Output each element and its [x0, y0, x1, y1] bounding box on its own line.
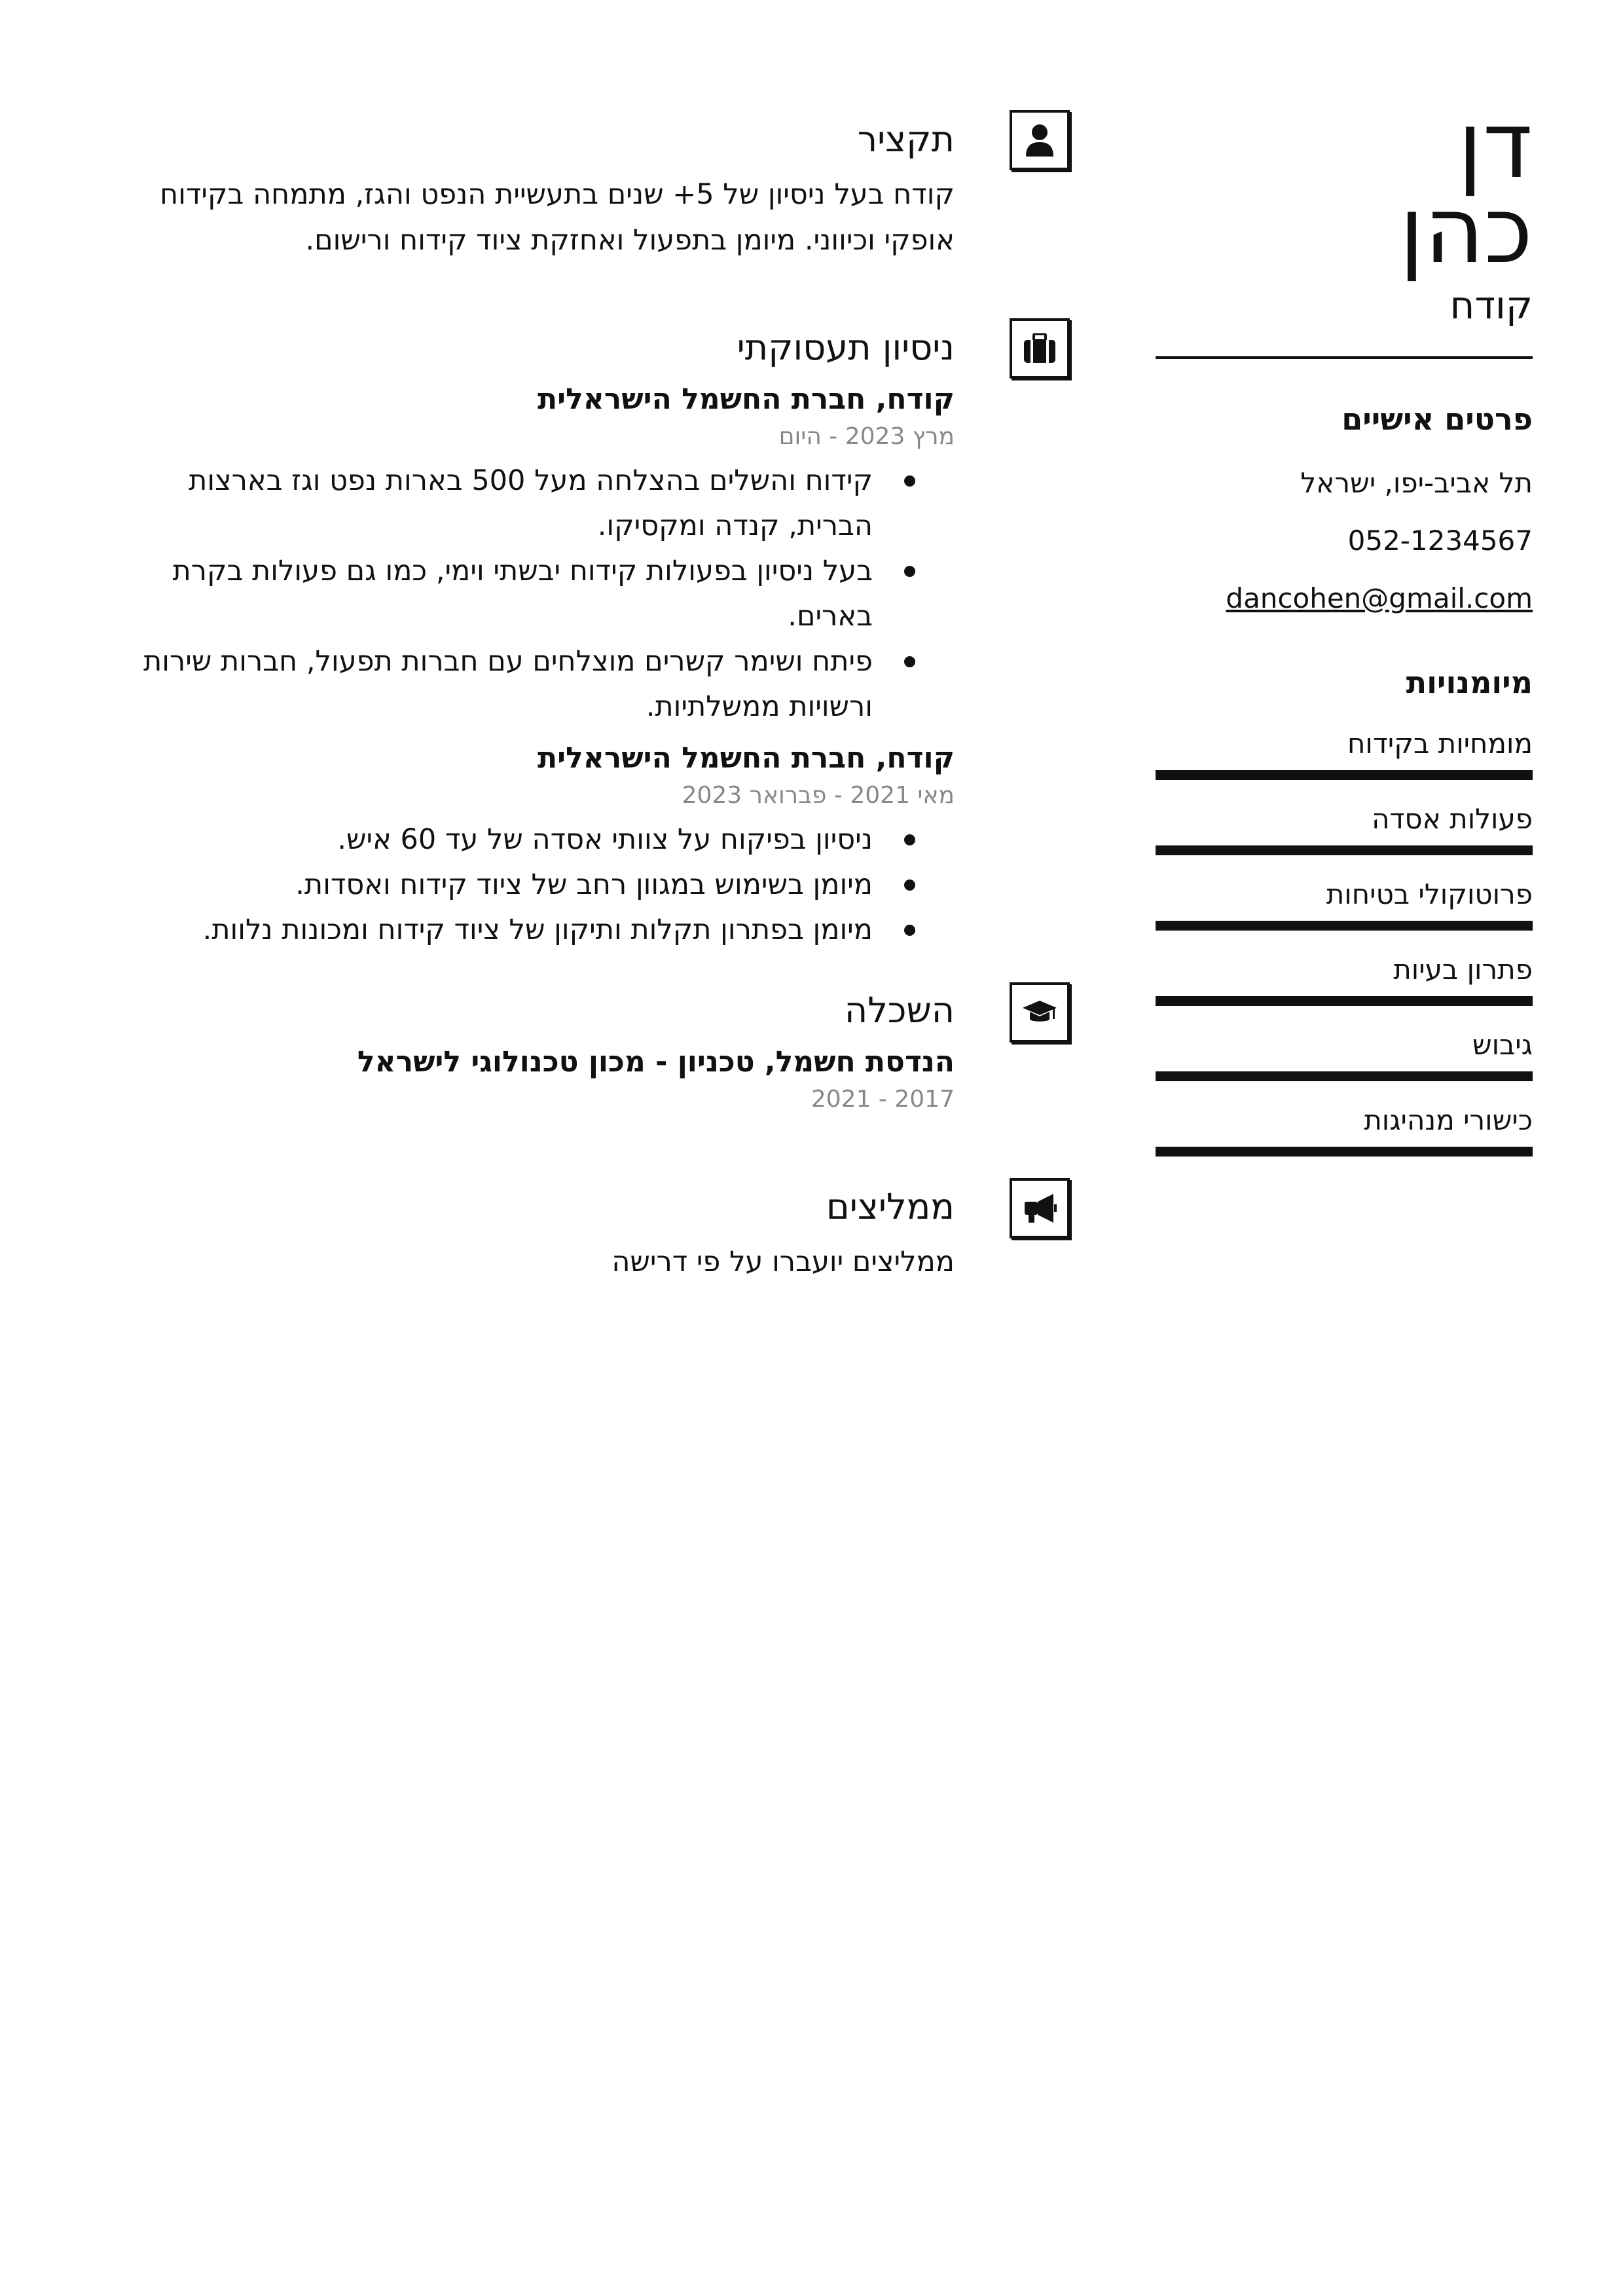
- job-bullets: [131, 817, 955, 953]
- education-dates: 2017 - 2021: [811, 1086, 955, 1113]
- job-title-line: קודח, חברת החשמל הישראלית: [538, 382, 955, 416]
- job-title-line: קודח, חברת החשמל הישראלית: [538, 741, 955, 775]
- references-text: ממליצים יועברו על פי דרישה: [611, 1246, 955, 1278]
- skills-heading: מיומנויות: [1406, 665, 1533, 700]
- phone: 052-1234567: [1347, 525, 1533, 557]
- megaphone-icon: [1010, 1178, 1070, 1238]
- job-dates: מרץ 2023 - היום: [778, 423, 955, 450]
- job-bullets: [131, 458, 955, 730]
- skills-list: [1156, 724, 1533, 1157]
- skill-item: [1156, 1101, 1533, 1157]
- skill-level-bar: [1156, 996, 1533, 1006]
- bullet-text: מיומן בשימוש במגוון רחב של ציוד קידוח ואסדות.: [295, 868, 873, 901]
- location: תל אביב-יפו, ישראל: [1300, 467, 1533, 499]
- education-heading: השכלה: [844, 990, 955, 1031]
- job-dates: מאי 2021 - פברואר 2023: [682, 782, 955, 809]
- job-entry: [131, 739, 955, 953]
- references-section: [131, 1184, 955, 1285]
- job-title: קודח: [1450, 283, 1533, 327]
- bullet-text: ניסיון בפיקוח על צוותי אסדה של עד 60 איש.: [337, 823, 873, 856]
- first-name: דן: [1457, 92, 1533, 199]
- bullet-dot: [904, 880, 915, 891]
- bullet-item: [131, 549, 873, 639]
- bullet-text: בעל ניסיון בפעולות קידוח יבשתי וימי, כמו גם פעולות בקרת בארים.: [172, 555, 873, 633]
- skill-name: גיבוש: [1472, 1029, 1533, 1061]
- job-entry: [131, 380, 955, 730]
- skill-item: [1156, 875, 1533, 931]
- experience-section: [131, 325, 955, 953]
- skill-item: [1156, 1026, 1533, 1081]
- skill-level-bar: [1156, 770, 1533, 780]
- skill-item: [1156, 724, 1533, 780]
- skill-item: [1156, 950, 1533, 1006]
- skill-name: פעולות אסדה: [1372, 803, 1533, 835]
- name-divider: [1156, 356, 1533, 359]
- summary-section: [131, 117, 955, 263]
- briefcase-icon: [1010, 318, 1070, 379]
- skill-name: פתרון בעיות: [1393, 954, 1533, 986]
- bullet-text: פיתח ושימר קשרים מוצלחים עם חברות תפעול, חברות שירות ורשויות ממשלתיות.: [143, 645, 873, 723]
- bullet-dot: [904, 475, 915, 487]
- education-section: [131, 988, 955, 1115]
- skill-name: מומחיות בקידוח: [1347, 728, 1533, 760]
- sidebar: [1156, 92, 1533, 1157]
- bullet-dot: [904, 656, 915, 667]
- graduation-cap-icon: [1010, 982, 1070, 1043]
- degree-title: הנדסת חשמל, טכניון - מכון טכנולוגי לישראל: [357, 1045, 955, 1079]
- skill-level-bar: [1156, 1147, 1533, 1157]
- bullet-dot: [904, 834, 915, 845]
- summary-text: קודח בעל ניסיון של 5+ שנים בתעשיית הנפט והגז, מתמחה בקידוח אופקי וכיווני. מיומן בתפעול ואחזקת ציוד קידוח ורישום.: [160, 178, 955, 257]
- skill-item: [1156, 800, 1533, 855]
- bullet-item: [131, 639, 873, 730]
- skill-name: פרוטוקולי בטיחות: [1326, 878, 1533, 910]
- email-wrapper: [1156, 579, 1533, 618]
- bullet-item: [131, 908, 873, 953]
- skill-level-bar: [1156, 921, 1533, 931]
- last-name: כהן: [1399, 177, 1533, 284]
- bullet-item: [131, 817, 873, 862]
- bullet-text: מיומן בפתרון תקלות ותיקון של ציוד קידוח ומכונות נלוות.: [202, 914, 873, 946]
- references-heading: ממליצים: [826, 1186, 955, 1227]
- summary-heading: תקציר: [857, 119, 955, 160]
- experience-heading: ניסיון תעסוקתי: [737, 327, 955, 368]
- skill-name: כישורי מנהיגות: [1364, 1104, 1533, 1136]
- bullet-dot: [904, 566, 915, 577]
- bullet-text: קידוח והשלים בהצלחה מעל 500 בארות נפט וגז בארצות הברית, קנדה ומקסיקו.: [189, 464, 873, 542]
- email-link[interactable]: dancohen@gmail.com: [1226, 582, 1533, 614]
- person-icon: [1010, 110, 1070, 170]
- bullet-item: [131, 862, 873, 908]
- bullet-dot: [904, 925, 915, 936]
- skill-level-bar: [1156, 1071, 1533, 1081]
- personal-details-heading: פרטים אישיים: [1341, 401, 1533, 437]
- bullet-item: [131, 458, 873, 549]
- skill-level-bar: [1156, 845, 1533, 855]
